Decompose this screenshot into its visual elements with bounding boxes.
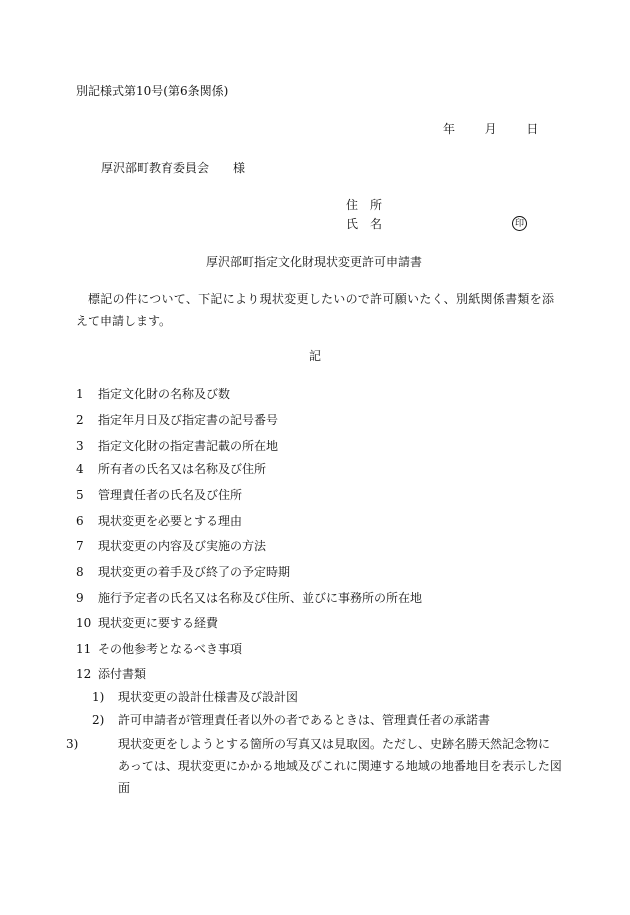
list-item: 7 現状変更の内容及び実施の方法 xyxy=(76,539,267,553)
day-label: 日 xyxy=(526,122,539,136)
addressee xyxy=(101,162,245,174)
list-item: 8 現状変更の着手及び終了の予定時期 xyxy=(76,565,291,579)
document-title: 厚沢部町指定文化財現状変更許可申請書 xyxy=(206,255,423,269)
form-label: 別記様式第10号(第6条関係) xyxy=(76,84,229,98)
seal-char: 印 xyxy=(512,216,527,231)
list-item: 6 現状変更を必要とする理由 xyxy=(76,514,243,528)
list-item: 2 指定年月日及び指定書の記号番号 xyxy=(76,413,279,427)
list-item: 11 その他参考となるべき事項 xyxy=(76,642,243,656)
list-item: 4 所有者の氏名又は名称及び住所 xyxy=(76,462,267,476)
attachment-item: 1) 現状変更の設計仕様書及び設計図 xyxy=(92,690,299,704)
addressee-honorific: 様 xyxy=(233,161,246,175)
name-label: 氏 名 xyxy=(346,217,383,231)
body-text: 標記の件について、下記により現状変更したいので許可願いたく、別紙関係書類を添えて申請します。 xyxy=(76,292,554,328)
month-label: 月 xyxy=(484,122,497,136)
list-item: 12 添付書類 xyxy=(76,667,147,681)
list-item: 5 管理責任者の氏名及び住所 xyxy=(76,488,243,502)
year-label: 年 xyxy=(443,122,456,136)
address-label: 住 所 xyxy=(346,198,383,212)
addressee-name: 厚沢部町教育委員会 xyxy=(101,161,210,175)
list-item: 1 指定文化財の名称及び数 xyxy=(76,387,231,401)
list-item: 9 施行予定者の氏名又は名称及び住所、並びに事務所の所在地 xyxy=(76,591,423,605)
seal-mark xyxy=(512,216,527,231)
attachment-item: 3) 現状変更をしようとする箇所の写真又は見取図。ただし、史跡名勝天然記念物にあっては、現状変更にかかる地域及びこれに関連する地域の地番地目を表示した図面 xyxy=(66,737,562,795)
attachment-item: 2) 許可申請者が管理責任者以外の者であるときは、管理責任者の承諾書 xyxy=(92,713,491,727)
list-item: 10 現状変更に要する経費 xyxy=(76,616,219,630)
list-item: 3 指定文化財の指定書記載の所在地 xyxy=(76,439,279,453)
date-line xyxy=(443,123,538,135)
ki-label: 記 xyxy=(309,349,322,363)
